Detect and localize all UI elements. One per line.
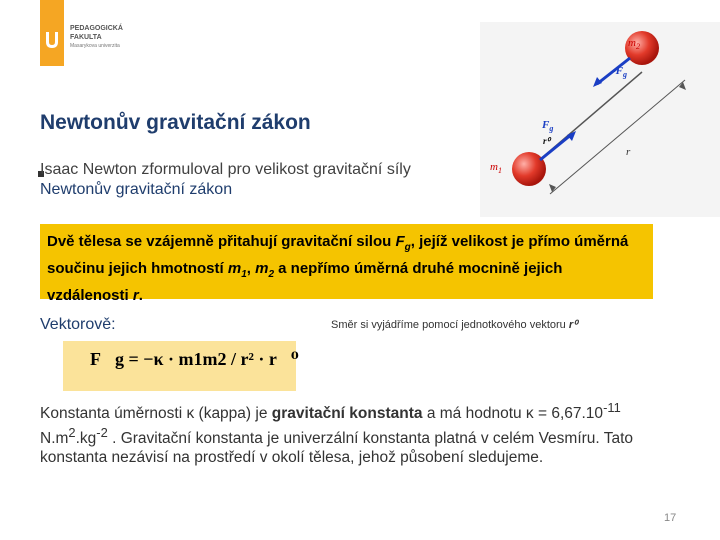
- law-period: .: [138, 287, 143, 304]
- intro-text: [40, 160, 480, 200]
- law-definition-text: [47, 231, 647, 306]
- para-text-5: . Gravitační konstanta je univerzální konstanta platná v celém Vesmíru. Tato konstanta nezávisí na prostředí v okolí tělesa, jehož působení sledujeme.: [40, 430, 634, 467]
- para-text-1: Konstanta úměrnosti κ (kappa) je: [40, 405, 272, 423]
- direction-note: [331, 318, 578, 331]
- label-m1: $m_1$: [490, 161, 502, 175]
- para-text-4: .kg: [75, 430, 97, 448]
- para-bold-term: gravitační konstanta: [271, 405, 423, 423]
- direction-text: Směr si vyjádříme pomocí jednotkového vektoru: [331, 319, 566, 331]
- law-m2-subscript: 2: [268, 269, 274, 280]
- law-text-1: Dvě tělesa se vzájemně přitahují gravitační silou: [47, 233, 396, 250]
- para-exponent-1: -11: [603, 400, 621, 415]
- law-g-subscript: g: [404, 242, 411, 253]
- para-text-3: N.m: [40, 430, 69, 448]
- law-text-3: a nepřímo úměrná druhé mocnině jejich vzdálenosti: [47, 260, 563, 304]
- para-exponent-3: -2: [96, 425, 108, 441]
- law-m1-symbol: m: [227, 260, 242, 277]
- logo-line-2: FAKULTA: [70, 34, 102, 41]
- constant-paragraph: [40, 398, 680, 467]
- law-m1-subscript: 1: [241, 269, 247, 280]
- intro-highlight: Newtonův gravitační zákon: [40, 181, 233, 198]
- law-f-symbol: F: [395, 233, 405, 250]
- label-m2: $m_2$: [628, 37, 640, 51]
- gravity-diagram: [480, 22, 720, 217]
- label-r0: r⁰: [543, 136, 551, 146]
- vector-form-label: Vektorově:: [40, 316, 116, 333]
- label-fg: $F_g$: [542, 119, 554, 133]
- vector-formula: F⃗g = −κ · m1m2 / r² · r⃗⁰: [90, 349, 299, 369]
- faculty-logo-text: [70, 24, 123, 51]
- para-text-2: a má hodnotu κ = 6,67.10: [422, 405, 604, 423]
- law-comma: ,: [246, 260, 256, 277]
- body-m1: [512, 152, 546, 186]
- logo-line-3: Masarykova univerzita: [70, 43, 120, 49]
- faculty-logo-icon: [44, 30, 60, 50]
- logo-line-1: PEDAGOGICKÁ: [70, 25, 123, 32]
- diagram-background: [480, 22, 720, 217]
- para-exponent-2: 2: [68, 425, 76, 441]
- unit-vector-symbol: r⁰: [568, 319, 578, 331]
- law-text-2: , jejíž velikost je přímo úměrná součinu jejich hmotností: [47, 233, 629, 277]
- law-r-symbol: r: [132, 287, 139, 304]
- law-m2-symbol: m: [255, 260, 269, 277]
- label-neg-fg: $-F_g$: [612, 65, 627, 79]
- page-number: 17: [664, 512, 677, 524]
- slide-title: Newtonův gravitační zákon: [40, 111, 311, 134]
- intro-sentence: Isaac Newton zformuloval pro velikost gravitační síly: [40, 161, 411, 178]
- label-r: r: [626, 146, 631, 158]
